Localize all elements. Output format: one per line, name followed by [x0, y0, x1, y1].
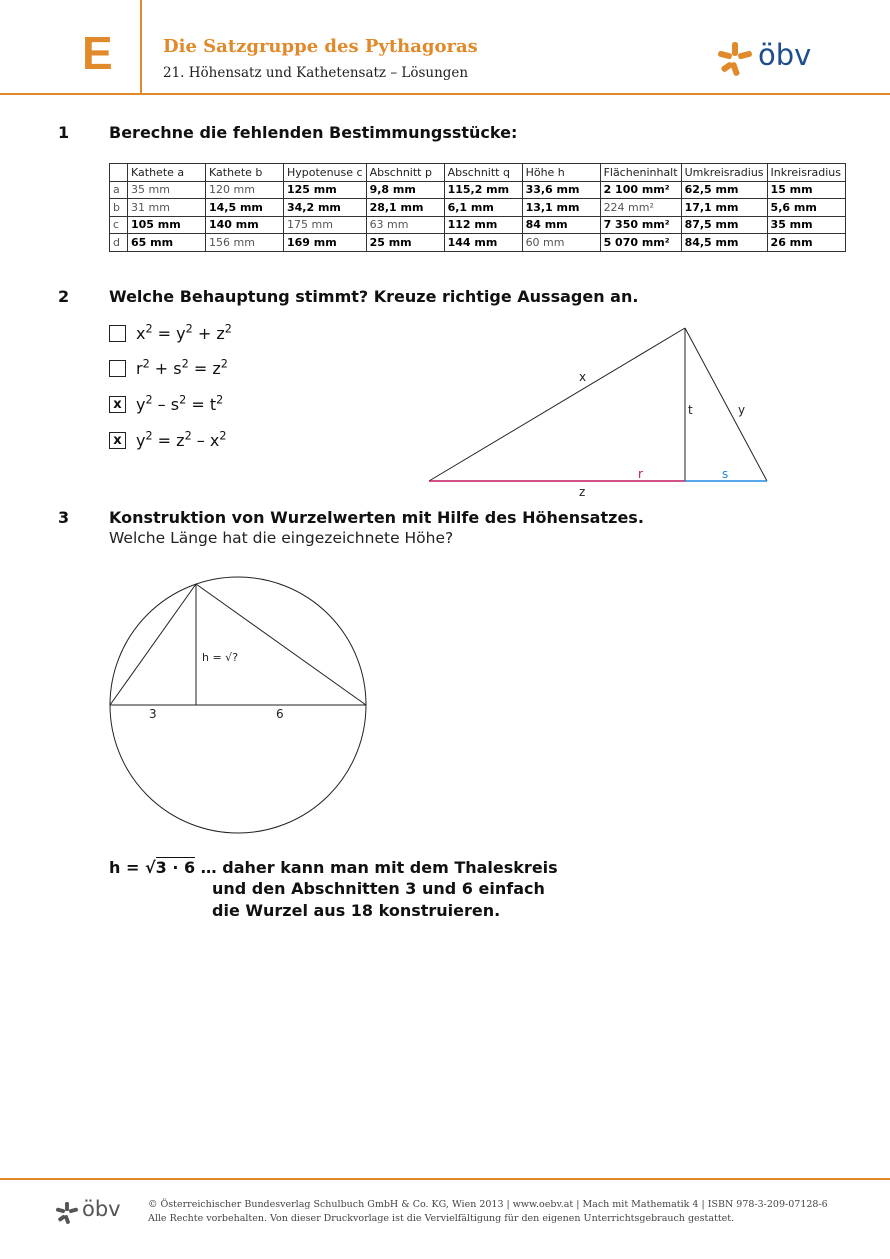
table-cell: 33,6 mm — [522, 181, 600, 199]
task-3-heading: Konstruktion von Wurzelwerten mit Hilfe des Höhensatzes. — [109, 508, 644, 527]
table-row — [110, 234, 846, 252]
table-cell: 2 100 mm² — [600, 181, 681, 199]
thales-circle-figure — [100, 570, 380, 840]
task-2-heading: Welche Behauptung stimmt? Kreuze richtige Aussagen an. — [109, 287, 639, 306]
footer-line-1: © Österreichischer Bundesverlag Schulbuch GmbH & Co. KG, Wien 2013 | www.oebv.at | Mach mit Mathematik 4 | ISBN 978-3-209-07128-6 — [148, 1199, 828, 1210]
table-cell: 62,5 mm — [681, 181, 767, 199]
footer-line-2: Alle Rechte vorbehalten. Von dieser Druckvorlage ist die Vervielfältigung für den eigenen Unterrichtsgebrauch gestattet. — [148, 1213, 735, 1224]
sqrt-sign: √ — [144, 858, 156, 877]
footer-divider — [0, 1178, 890, 1180]
option-3-formula: $y^2 - s^2 = t^2$ — [136, 393, 224, 414]
task-1-number: 1 — [58, 123, 70, 142]
table-cell: 35 mm — [767, 216, 845, 234]
table-cell: 9,8 mm — [366, 181, 444, 199]
table-cell: 6,1 mm — [444, 199, 522, 217]
row-label: a — [110, 181, 128, 199]
table-cell: 120 mm — [206, 181, 284, 199]
answer-radicand: 3 · 6 — [155, 858, 196, 877]
footer-copyright — [148, 1198, 828, 1226]
page-subtitle: 21. Höhensatz und Kathetensatz – Lösungen — [163, 65, 469, 81]
table-row — [110, 181, 846, 199]
row-label: d — [110, 234, 128, 252]
side-y — [685, 328, 767, 481]
table-cell: 112 mm — [444, 216, 522, 234]
leg-left — [110, 584, 196, 705]
table-cell: 156 mm — [206, 234, 284, 252]
table-cell: 26 mm — [767, 234, 845, 252]
table-cell: 65 mm — [128, 234, 206, 252]
column-header: Umkreisradius — [681, 164, 767, 182]
logo-text: öbv — [758, 38, 812, 72]
table-header-row — [110, 164, 846, 182]
column-header: Höhe h — [522, 164, 600, 182]
row-label: b — [110, 199, 128, 217]
table-cell: 31 mm — [128, 199, 206, 217]
table-cell: 169 mm — [284, 234, 367, 252]
table-cell: 224 mm² — [600, 199, 681, 217]
checkbox-option-4[interactable]: x — [109, 432, 126, 449]
column-header: Hypotenuse c — [284, 164, 367, 182]
label-s: s — [722, 467, 729, 481]
header-divider-horizontal — [0, 93, 890, 95]
checkbox-option-1[interactable] — [109, 325, 126, 342]
table-cell: 34,2 mm — [284, 199, 367, 217]
table-cell: 125 mm — [284, 181, 367, 199]
table-cell: 13,1 mm — [522, 199, 600, 217]
label-r: r — [638, 467, 643, 481]
results-table — [109, 163, 846, 252]
table-row — [110, 216, 846, 234]
table-corner-cell — [110, 164, 128, 182]
table-cell: 25 mm — [366, 234, 444, 252]
row-label: c — [110, 216, 128, 234]
option-4-formula: $y^2 = z^2 - x^2$ — [136, 429, 227, 450]
option-3[interactable] — [109, 395, 223, 414]
column-header: Kathete a — [128, 164, 206, 182]
label-y: y — [738, 403, 746, 417]
table-cell: 115,2 mm — [444, 181, 522, 199]
column-header: Inkreisradius — [767, 164, 845, 182]
option-2[interactable] — [109, 359, 228, 378]
table-cell: 175 mm — [284, 216, 367, 234]
table-cell: 5 070 mm² — [600, 234, 681, 252]
option-4[interactable] — [109, 431, 226, 450]
task-3-number: 3 — [58, 508, 70, 527]
label-t: t — [688, 403, 693, 417]
side-x — [429, 328, 685, 481]
answer-line-2: und den Abschnitten 3 und 6 einfach — [212, 879, 545, 898]
height-label: h = √? — [202, 651, 239, 664]
column-header: Flächeninhalt — [600, 164, 681, 182]
task-3-answer — [109, 857, 558, 879]
column-header: Kathete b — [206, 164, 284, 182]
table-row — [110, 199, 846, 217]
table-cell: 144 mm — [444, 234, 522, 252]
label-x: x — [579, 370, 587, 384]
table-cell: 14,5 mm — [206, 199, 284, 217]
label-z: z — [579, 485, 586, 499]
table-cell: 35 mm — [128, 181, 206, 199]
segment-label-3: 3 — [149, 707, 157, 721]
column-header: Abschnitt p — [366, 164, 444, 182]
answer-line-3: die Wurzel aus 18 konstruieren. — [212, 901, 501, 920]
column-header: Abschnitt q — [444, 164, 522, 182]
table-cell: 5,6 mm — [767, 199, 845, 217]
footer-logo — [56, 1198, 136, 1226]
task-2-number: 2 — [58, 287, 70, 306]
table-cell: 84 mm — [522, 216, 600, 234]
table-cell: 63 mm — [366, 216, 444, 234]
logo-star-icon — [718, 42, 752, 76]
footer-logo-text: öbv — [82, 1197, 121, 1221]
option-2-formula: $r^2 + s^2 = z^2$ — [136, 357, 228, 378]
table-cell: 84,5 mm — [681, 234, 767, 252]
task-1-heading: Berechne die fehlenden Bestimmungsstücke: — [109, 123, 518, 142]
checkbox-option-3[interactable]: x — [109, 396, 126, 413]
page-title: Die Satzgruppe des Pythagoras — [163, 36, 478, 57]
leg-right — [196, 584, 366, 705]
table-cell: 140 mm — [206, 216, 284, 234]
table-cell: 17,1 mm — [681, 199, 767, 217]
footer-logo-star-icon — [56, 1202, 78, 1224]
checkbox-option-2[interactable] — [109, 360, 126, 377]
publisher-logo — [718, 40, 828, 76]
option-1-formula: $x^2 = y^2 + z^2$ — [136, 322, 232, 343]
table-cell: 105 mm — [128, 216, 206, 234]
section-letter: E — [82, 27, 113, 79]
table-cell: 15 mm — [767, 181, 845, 199]
task-3-question: Welche Länge hat die eingezeichnete Höhe? — [109, 529, 454, 547]
table-cell: 7 350 mm² — [600, 216, 681, 234]
table-cell: 87,5 mm — [681, 216, 767, 234]
answer-prefix: h = — [109, 858, 145, 877]
answer-line-1: … daher kann man mit dem Thaleskreis — [195, 858, 558, 877]
option-1[interactable] — [109, 324, 232, 343]
header-divider-vertical — [140, 0, 142, 93]
table-cell: 28,1 mm — [366, 199, 444, 217]
segment-label-6: 6 — [276, 707, 284, 721]
right-triangle-figure — [420, 318, 780, 503]
table-cell: 60 mm — [522, 234, 600, 252]
